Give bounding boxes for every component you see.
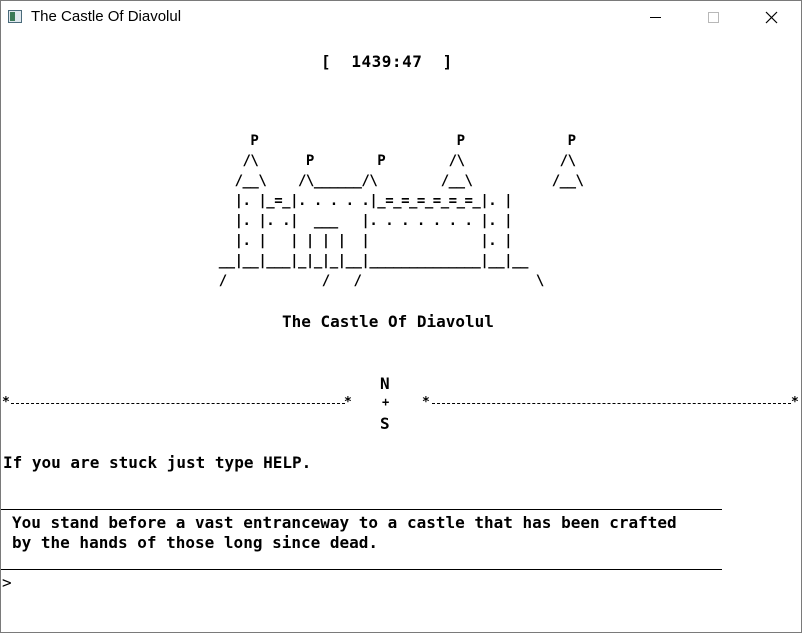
game-timer: [ 1439:47 ] <box>321 52 453 71</box>
title-bar[interactable] <box>1 1 801 33</box>
window-title: The Castle Of Diavolul <box>31 8 182 25</box>
command-prompt[interactable]: > <box>2 573 12 592</box>
minimize-icon <box>627 1 685 33</box>
room-description-line-1: You stand before a vast entranceway to a castle that has been crafted <box>12 513 677 532</box>
compass-south: S <box>380 414 390 433</box>
compass <box>1 369 801 433</box>
castle-ascii-art: P P P /\ P P /\ /\ /__\ /\______/\ /__\ /__\ |. |_=_|. . . . .|_=_=_=_=_=_=_|. | |. |. .| ___ |. . . . . . . |. | |. | | | | | | |. | __|__|___|_|_|_|__|______________|__|__ / / / \ <box>218 133 584 289</box>
console-area[interactable] <box>1 33 801 632</box>
close-button[interactable] <box>743 1 801 33</box>
console-app-icon <box>8 10 22 23</box>
room-description-line-2: by the hands of those long since dead. <box>12 533 379 552</box>
maximize-button[interactable] <box>685 1 743 33</box>
compass-left-marker: * <box>2 395 10 410</box>
description-top-rule <box>1 509 722 510</box>
castle-title: The Castle Of Diavolul <box>282 312 494 331</box>
compass-right-line <box>432 403 791 404</box>
compass-north: N <box>380 374 390 393</box>
maximize-icon <box>685 1 743 33</box>
description-bottom-rule <box>1 569 722 570</box>
compass-left-line <box>11 403 345 404</box>
compass-right-inner-marker: * <box>422 395 430 410</box>
compass-center: + <box>382 395 390 409</box>
compass-left-inner-marker: * <box>344 395 352 410</box>
close-icon <box>743 1 801 33</box>
minimize-button[interactable] <box>627 1 685 33</box>
help-hint: If you are stuck just type HELP. <box>3 453 312 472</box>
compass-right-marker: * <box>791 395 799 410</box>
